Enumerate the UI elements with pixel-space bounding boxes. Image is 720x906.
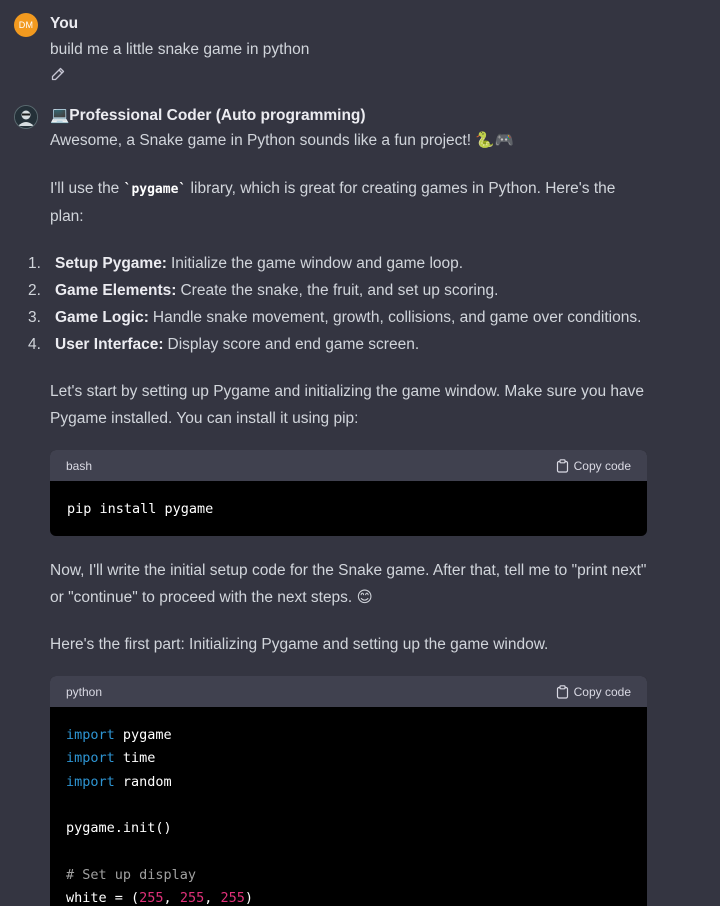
library-text-post: library, which is great for creating games in Python. Here's the plan: <box>50 180 616 225</box>
library-text-pre: I'll use the <box>50 180 124 197</box>
assistant-intro: Awesome, a Snake game in Python sounds like a fun project! 🐍🎮 <box>50 132 514 149</box>
plan-number: 2. <box>28 282 41 299</box>
plan-number: 1. <box>28 255 41 272</box>
plan-item <box>28 304 668 331</box>
code-text: white = ( <box>66 890 140 906</box>
library-paragraph <box>50 175 648 230</box>
user-avatar-initials: DM <box>18 20 34 30</box>
code-keyword: import <box>66 773 115 790</box>
code-text: , <box>163 890 180 906</box>
plan-desc: Initialize the game window and game loop. <box>170 255 464 272</box>
code-text: pygame.init() <box>66 820 172 837</box>
clipboard-icon <box>556 685 569 699</box>
code-language-label: bash <box>66 458 93 473</box>
code-number: 255 <box>139 890 164 906</box>
plan-item <box>28 250 668 277</box>
clipboard-icon <box>556 459 569 473</box>
next-steps-paragraph: Now, I'll write the initial setup code for the Snake game. After that, tell me to "print next" or "continue" to proceed with the next steps. 😊 <box>50 562 647 606</box>
code-text: pygame <box>114 727 172 743</box>
python-code-header <box>50 676 647 707</box>
plan-desc: Display score and end game screen. <box>167 336 420 353</box>
plan-title: Game Logic: <box>55 309 149 326</box>
copy-code-label: Copy code <box>573 684 631 699</box>
python-code-block <box>50 676 647 906</box>
inline-code-pygame: `pygame` <box>123 182 187 197</box>
code-text: time <box>114 750 156 767</box>
plan-title: User Interface: <box>55 336 164 353</box>
code-text: ) <box>244 890 253 906</box>
plan-title: Setup Pygame: <box>55 255 167 272</box>
code-comment: # Set up display <box>66 866 197 883</box>
code-text: , <box>204 890 221 906</box>
copy-code-button[interactable] <box>556 685 631 699</box>
plan-number: 4. <box>28 336 41 353</box>
code-keyword: import <box>66 750 115 767</box>
assistant-author: 💻Professional Coder (Auto programming) <box>50 107 366 124</box>
plan-item <box>28 277 668 304</box>
python-code-body <box>50 707 647 906</box>
bash-code-body: pip install pygame <box>67 501 214 517</box>
edit-icon[interactable] <box>50 66 66 82</box>
plan-desc: Create the snake, the fruit, and set up scoring. <box>180 282 499 299</box>
user-avatar <box>14 13 38 37</box>
copy-code-label: Copy code <box>573 458 631 473</box>
bash-code-block <box>50 450 647 536</box>
code-text: random <box>114 773 172 790</box>
user-author: You <box>50 15 79 32</box>
code-keyword: import <box>66 727 115 743</box>
assistant-avatar <box>14 105 38 129</box>
plan-desc: Handle snake movement, growth, collisions, and game over conditions. <box>152 309 642 326</box>
plan-title: Game Elements: <box>55 282 177 299</box>
user-message <box>50 14 648 63</box>
copy-code-button[interactable] <box>556 459 631 473</box>
assistant-avatar-icon <box>15 106 37 128</box>
code-number: 255 <box>220 890 245 906</box>
assistant-message <box>50 106 648 154</box>
first-part-paragraph: Here's the first part: Initializing Pygame and setting up the game window. <box>50 636 549 653</box>
user-message-text: build me a little snake game in python <box>50 41 310 58</box>
install-paragraph: Let's start by setting up Pygame and initializing the game window. Make sure you have Pygame installed. You can install it using pip: <box>50 383 645 427</box>
code-number: 255 <box>179 890 205 906</box>
bash-code-header <box>50 450 647 481</box>
plan-number: 3. <box>28 309 41 326</box>
plan-list <box>28 250 668 358</box>
plan-item <box>28 331 668 358</box>
code-language-label: python <box>66 684 103 699</box>
